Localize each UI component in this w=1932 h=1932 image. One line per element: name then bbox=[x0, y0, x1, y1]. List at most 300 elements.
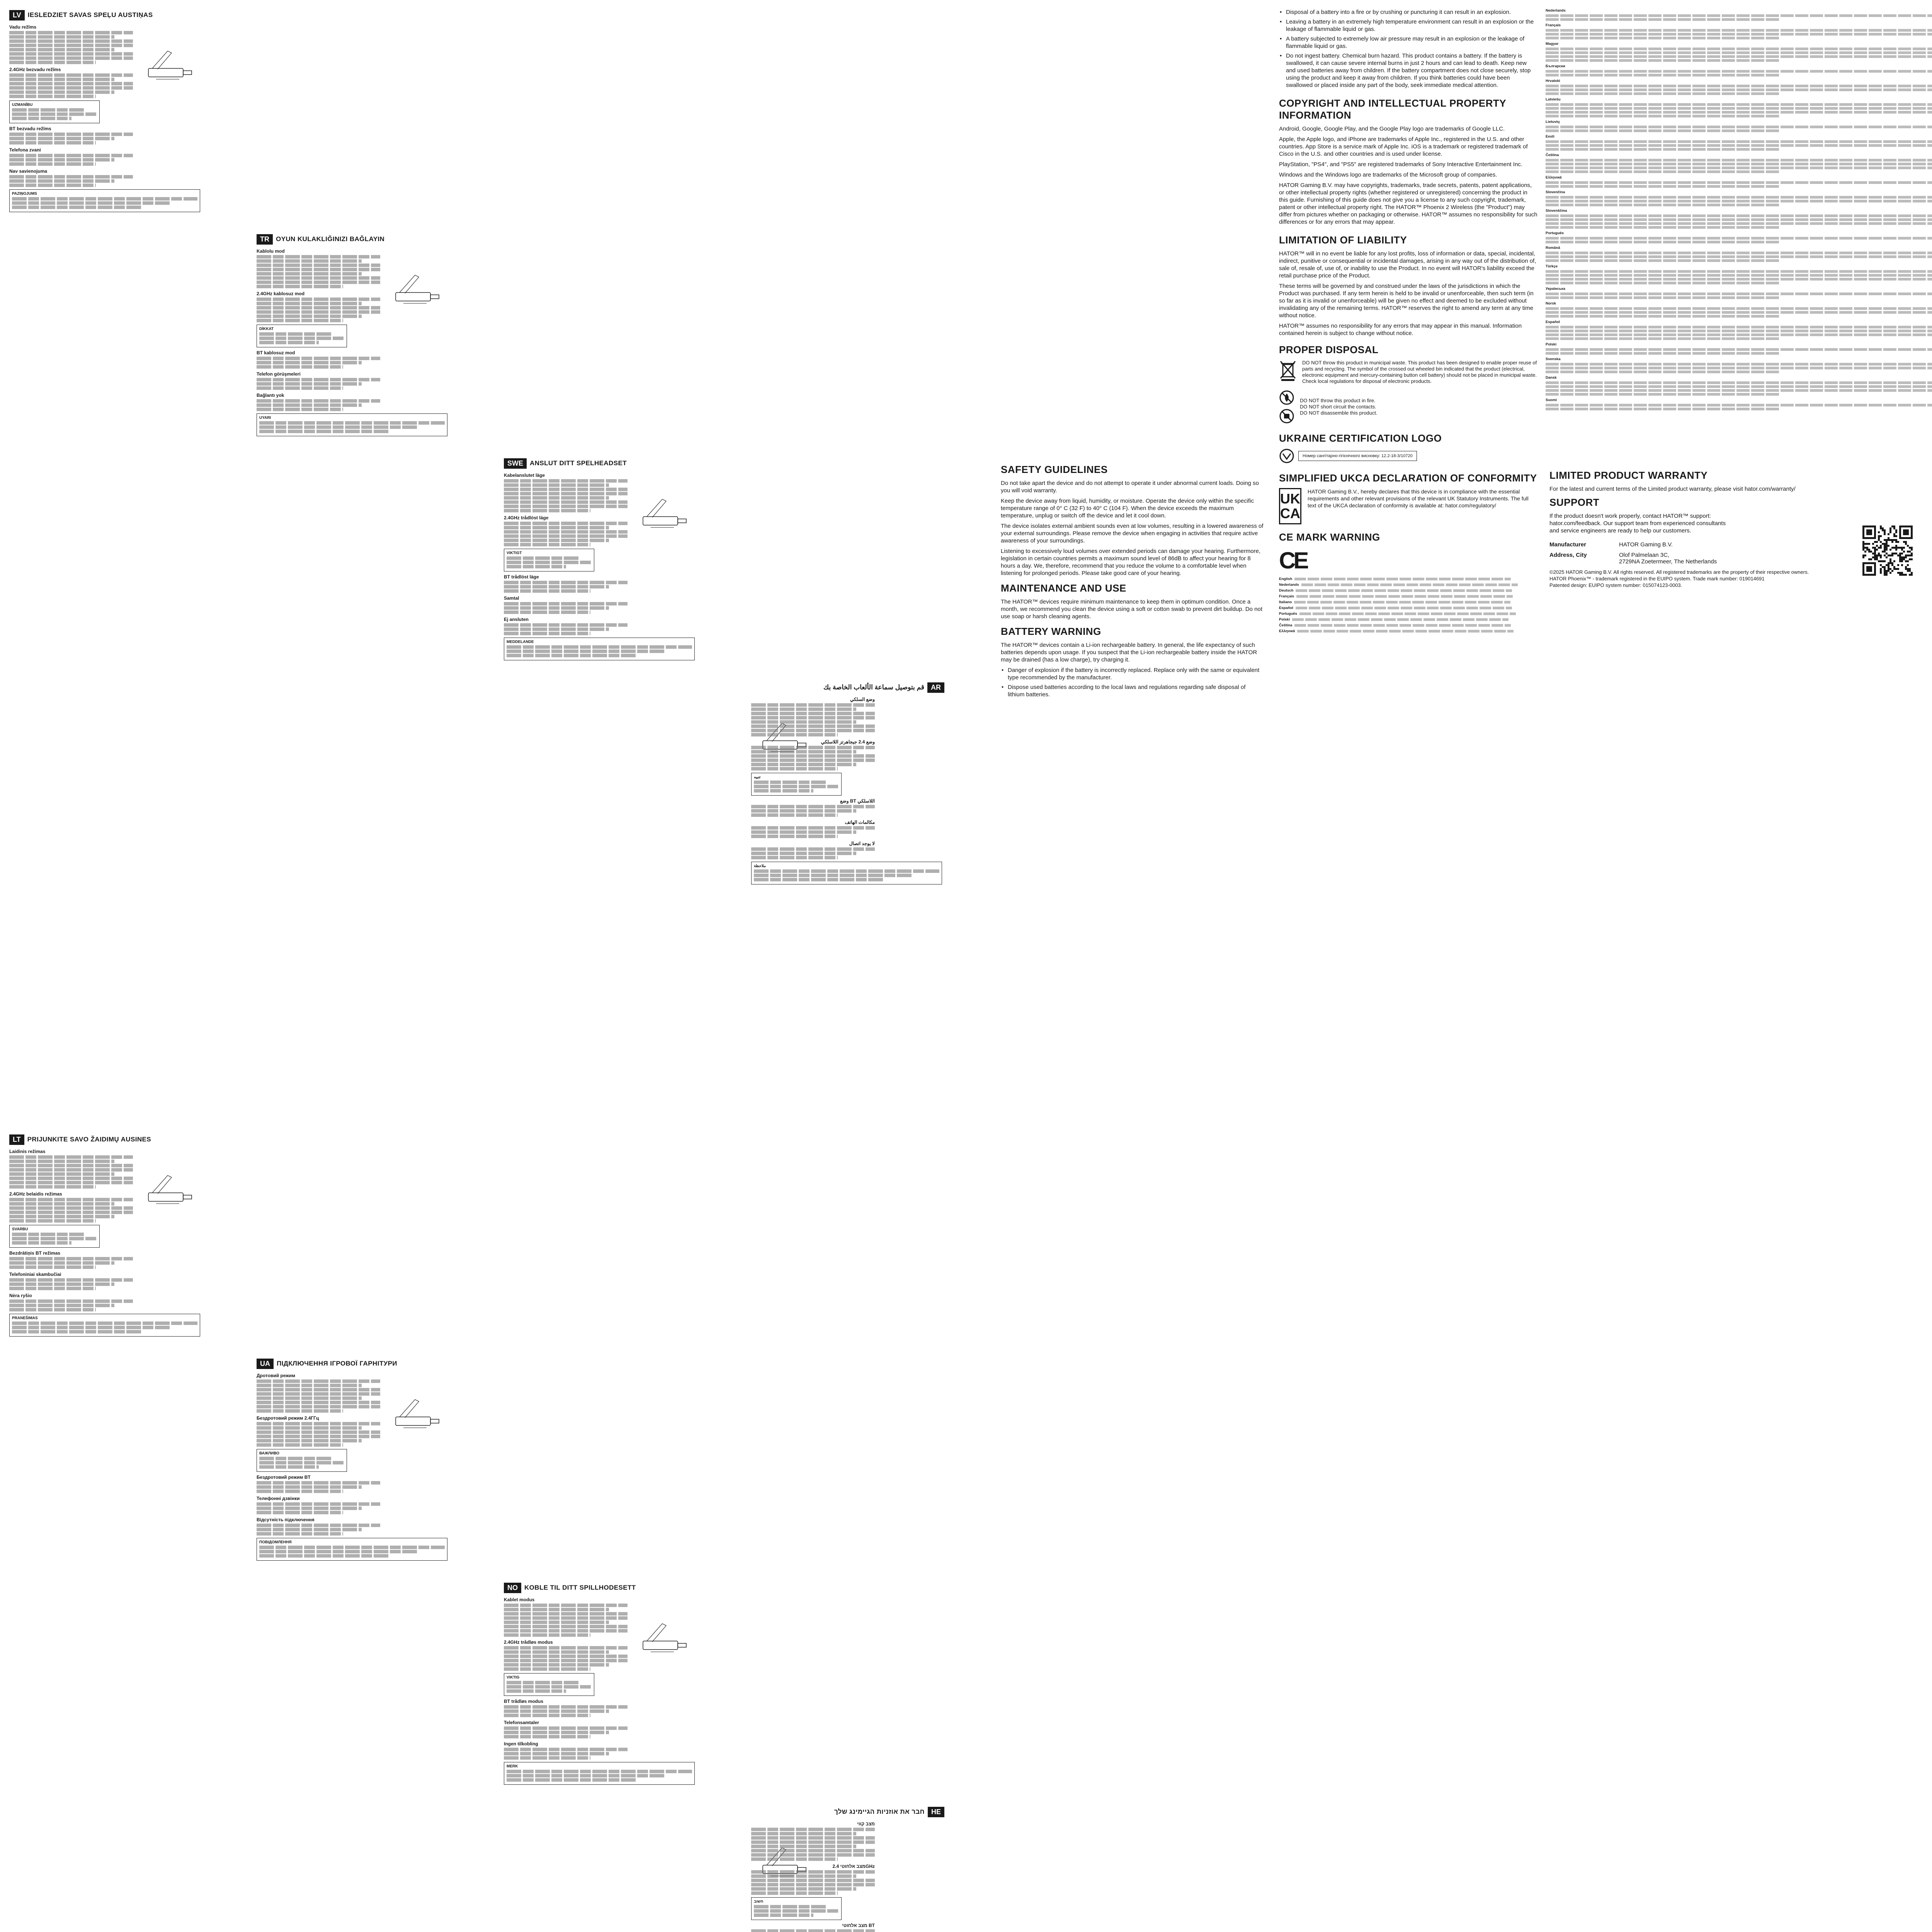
subheading: Samtal bbox=[504, 595, 519, 601]
text-line bbox=[504, 530, 628, 534]
text-line bbox=[1546, 148, 1780, 151]
text-line bbox=[507, 1685, 592, 1689]
text-line bbox=[9, 90, 114, 94]
text-line bbox=[9, 82, 133, 85]
text-line bbox=[1546, 140, 1932, 143]
text-line bbox=[9, 1215, 114, 1218]
copyright-title: COPYRIGHT AND INTELLECTUAL PROPERTY INFORMATION bbox=[1279, 97, 1506, 121]
text-line bbox=[1546, 293, 1932, 295]
text-line bbox=[257, 1532, 343, 1536]
text-line bbox=[259, 430, 389, 433]
ukraine-title: UKRAINE CERTIFICATION LOGO bbox=[1279, 432, 1442, 444]
text-line bbox=[751, 1879, 875, 1882]
text-line bbox=[754, 1913, 813, 1917]
text-line bbox=[9, 1177, 133, 1180]
text-line bbox=[257, 1396, 362, 1400]
headset-dongle-illustration bbox=[141, 45, 199, 88]
text-line bbox=[12, 108, 84, 112]
text-line bbox=[9, 137, 114, 140]
ukca-title: SIMPLIFIED UKCA DECLARATION OF CONFORMITY bbox=[1279, 472, 1537, 484]
text-line bbox=[754, 869, 939, 873]
text-line bbox=[12, 201, 170, 205]
text-line bbox=[257, 386, 343, 390]
subheading: Telefon görüşmeleri bbox=[257, 371, 301, 377]
ce-declaration-line bbox=[1279, 629, 1538, 634]
subheading: وضع السلكي bbox=[850, 697, 875, 702]
text-line bbox=[9, 1299, 133, 1303]
text-line bbox=[504, 479, 628, 483]
battery-top-3: • A battery subjected to extremely low air pressure may result in an explosion or the leakage of flammable liquid or gas. bbox=[1279, 35, 1538, 50]
text-line bbox=[1297, 630, 1514, 633]
section-title: ANSLUT DITT SPELHEADSET bbox=[530, 459, 627, 467]
text-line bbox=[507, 561, 592, 564]
text-line bbox=[1299, 612, 1516, 615]
ce-language-name: Svenska bbox=[1546, 357, 1561, 361]
text-line bbox=[1546, 170, 1780, 173]
text-line bbox=[504, 1629, 628, 1633]
ce-declaration-line bbox=[1279, 600, 1538, 605]
ce-declaration-paragraph bbox=[1546, 153, 1932, 173]
subheading: Бездротовий режим BT bbox=[257, 1475, 311, 1480]
ukca-logo-bottom: CA bbox=[1280, 505, 1300, 521]
text-line bbox=[1546, 311, 1932, 314]
text-line bbox=[751, 830, 856, 834]
text-line bbox=[507, 1778, 636, 1782]
ce-language-name: Français bbox=[1546, 23, 1561, 27]
note-title: DİKKAT bbox=[259, 327, 274, 331]
text-line bbox=[754, 1909, 839, 1913]
text-line bbox=[1546, 352, 1780, 355]
text-line bbox=[1546, 159, 1932, 162]
text-line bbox=[9, 44, 133, 47]
ce-declaration-paragraph bbox=[1546, 9, 1932, 21]
ce-logo: CE bbox=[1279, 548, 1307, 573]
battery-bullet-1: • Danger of explosion if the battery is incorrectly replaced. Replace only with the same or equivalent type recommended by the manufacturer. bbox=[1001, 667, 1264, 681]
text-line bbox=[9, 1164, 133, 1167]
text-line bbox=[1546, 200, 1932, 202]
ce-language-name: Español bbox=[1279, 606, 1293, 610]
text-line bbox=[12, 1237, 97, 1240]
disposal-title: PROPER DISPOSAL bbox=[1279, 344, 1379, 355]
ce-language-name: Polski bbox=[1279, 617, 1290, 622]
text-line bbox=[1546, 381, 1932, 384]
ce-language-name: Português bbox=[1546, 231, 1564, 235]
text-line bbox=[504, 585, 609, 588]
text-line bbox=[9, 1261, 114, 1265]
text-line bbox=[504, 589, 590, 593]
text-line bbox=[1546, 70, 1932, 73]
disposal-row-2 bbox=[1279, 390, 1538, 424]
text-line bbox=[1546, 255, 1932, 258]
section-title: ПІДКЛЮЧЕННЯ ІГРОВОЇ ГАРНІТУРИ bbox=[277, 1360, 397, 1367]
text-line bbox=[1546, 74, 1780, 77]
copyright-p3: PlayStation, "PS4", and "PS5" are registered trademarks of Sony Interactive Entertainment Inc. bbox=[1279, 161, 1522, 168]
note-title: SVARBU bbox=[12, 1227, 28, 1231]
text-line bbox=[504, 1650, 609, 1654]
text-line bbox=[1296, 607, 1512, 609]
ce-declaration-paragraph bbox=[1546, 120, 1932, 132]
text-line bbox=[751, 805, 875, 808]
warranty-title: LIMITED PRODUCT WARRANTY bbox=[1549, 469, 1708, 481]
text-line bbox=[507, 565, 566, 568]
ce-language-name: Deutsch bbox=[1279, 588, 1294, 593]
warranty-text: For the latest and current terms of the Limited product warranty, please visit hator.com/warranty/ bbox=[1549, 486, 1796, 492]
subheading: Телефонні дзвінки bbox=[257, 1496, 300, 1501]
no-disassemble-icon bbox=[1279, 408, 1294, 424]
text-line bbox=[257, 1511, 343, 1514]
text-line bbox=[257, 1379, 380, 1383]
text-line bbox=[257, 1422, 380, 1425]
text-line bbox=[12, 1241, 71, 1245]
text-line bbox=[257, 259, 362, 263]
text-line bbox=[507, 1689, 566, 1693]
text-line bbox=[9, 1198, 133, 1201]
subheading: 2.4GHz trådlöst läge bbox=[504, 515, 549, 520]
subheading: 2.4GHz kablosuz mod bbox=[257, 291, 305, 296]
ukca-text: HATOR Gaming B.V., hereby declares that this device is in compliance with the essential requirements and other relevant provisions of the relevant UK Statutory Instruments. The full text of the UKCA declaration of conformity is available at: hator.com/regulatory/ bbox=[1308, 488, 1529, 509]
text-line bbox=[754, 878, 884, 881]
important-note-box bbox=[257, 1449, 347, 1472]
text-line bbox=[9, 1278, 133, 1282]
ce-declaration-paragraph bbox=[1546, 209, 1932, 229]
ce-language-name: Slovenščina bbox=[1546, 209, 1567, 213]
text-line bbox=[1294, 601, 1510, 604]
note-title: VIKTIGT bbox=[507, 551, 522, 555]
note-title: MEDDELANDE bbox=[507, 640, 534, 644]
text-line bbox=[257, 298, 380, 301]
text-line bbox=[257, 310, 380, 314]
text-line bbox=[1294, 578, 1511, 580]
text-line bbox=[1301, 583, 1518, 586]
text-line bbox=[751, 835, 838, 838]
text-line bbox=[1294, 624, 1511, 627]
ce-title: CE MARK WARNING bbox=[1279, 531, 1380, 543]
text-line bbox=[1546, 92, 1780, 95]
subheading: لا يوجد اتصال bbox=[849, 841, 875, 846]
text-line bbox=[754, 781, 826, 784]
text-line bbox=[9, 175, 133, 179]
text-line bbox=[504, 1726, 628, 1730]
subheading: Telefona zvani bbox=[9, 147, 41, 153]
qr-code-icon[interactable] bbox=[1862, 526, 1913, 576]
manufacturer-label: Manufacturer bbox=[1549, 541, 1587, 548]
text-line bbox=[504, 1731, 609, 1734]
note-title: VIKTIG bbox=[507, 1675, 520, 1680]
text-line bbox=[507, 645, 692, 649]
text-line bbox=[257, 1384, 362, 1387]
text-line bbox=[1546, 204, 1780, 206]
liability-p2: These terms will be governed by and construed under the laws of the jurisdictions in which the Product was purchased. If any term herein is held to be invalid or unenforceable, then such term (in so far as it is invalid or unenforceable) will be given no effect and deemed to be excluded without invalidating any of the remaining terms. HATOR™ reserves the right to amend any term at any time without notice. bbox=[1279, 283, 1534, 319]
text-line bbox=[259, 421, 445, 425]
important-note-box bbox=[257, 325, 347, 347]
text-line bbox=[1546, 14, 1932, 17]
subheading: وضع 2.4 جيجاهرتز اللاسلكي bbox=[821, 739, 875, 745]
text-line bbox=[257, 382, 362, 386]
ce-language-list bbox=[1279, 577, 1538, 634]
text-line bbox=[507, 1770, 692, 1773]
ce-declaration-line bbox=[1279, 588, 1538, 593]
copyright-p1: Android, Google, Google Play, and the Google Play logo are trademarks of Google LLC. bbox=[1279, 126, 1505, 132]
ce-declaration-line bbox=[1279, 583, 1538, 587]
note-title: ВАЖЛИВО bbox=[259, 1451, 279, 1456]
text-line bbox=[504, 628, 609, 631]
text-line bbox=[1546, 163, 1932, 165]
text-line bbox=[751, 724, 875, 728]
text-line bbox=[504, 1625, 628, 1628]
text-line bbox=[1546, 111, 1932, 114]
text-line bbox=[1546, 274, 1932, 277]
section-header bbox=[751, 1805, 944, 1818]
ukca-row bbox=[1279, 488, 1538, 524]
text-line bbox=[1546, 348, 1932, 351]
text-line bbox=[9, 1265, 96, 1269]
text-line bbox=[9, 39, 133, 43]
text-line bbox=[9, 1282, 114, 1286]
text-line bbox=[1546, 29, 1932, 32]
ce-language-name: Norsk bbox=[1546, 301, 1556, 306]
ukraine-number: Номер сангiтарно-гiгiєнiчного висновку: 12.2-18-3/10720 bbox=[1298, 451, 1417, 461]
text-line bbox=[9, 48, 114, 51]
text-line bbox=[751, 763, 856, 766]
subheading: Laidinis režimas bbox=[9, 1149, 46, 1154]
ce-language-name: Nederlands bbox=[1546, 9, 1566, 13]
section-title: KOBLE TIL DITT SPILLHODESETT bbox=[524, 1584, 636, 1591]
text-line bbox=[751, 1929, 875, 1932]
text-line bbox=[1546, 181, 1932, 184]
note-title: ملاحظة bbox=[754, 864, 766, 868]
text-line bbox=[1546, 389, 1932, 392]
disposal-item-1: DO NOT throw this product in fire. bbox=[1300, 398, 1376, 403]
text-line bbox=[751, 759, 875, 762]
text-line bbox=[1546, 59, 1780, 62]
text-line bbox=[504, 1752, 609, 1755]
text-line bbox=[257, 272, 362, 276]
text-line bbox=[9, 86, 133, 90]
text-line bbox=[1546, 48, 1932, 50]
text-line bbox=[257, 1439, 362, 1442]
important-note-box bbox=[751, 1897, 842, 1920]
ce-declaration-paragraph bbox=[1546, 23, 1932, 39]
section-title: قم بتوصيل سماعة الألعاب الخاصة بك bbox=[823, 684, 924, 691]
text-line bbox=[257, 1485, 362, 1489]
text-line bbox=[257, 1524, 380, 1527]
text-line bbox=[259, 1457, 332, 1460]
footer-trademark: HATOR Phoenix™ - trademark registered in the EUIPO system. Trade mark number: 019014691 bbox=[1549, 576, 1765, 582]
text-line bbox=[751, 746, 875, 749]
text-line bbox=[751, 1828, 875, 1831]
text-line bbox=[504, 1748, 628, 1751]
notice-box bbox=[257, 1538, 447, 1561]
text-line bbox=[9, 1219, 96, 1223]
text-line bbox=[1546, 126, 1932, 128]
text-line bbox=[504, 492, 628, 495]
subheading: מצב אלחוטי 2.4GHz bbox=[832, 1864, 875, 1869]
ukca-logo-top: UK bbox=[1280, 491, 1300, 507]
ce-declaration-paragraph bbox=[1546, 42, 1932, 62]
note-title: PAZIŅOJUMS bbox=[12, 192, 37, 196]
text-line bbox=[257, 1507, 362, 1510]
text-line bbox=[504, 1663, 609, 1667]
text-line bbox=[12, 1326, 170, 1329]
text-line bbox=[1546, 237, 1932, 240]
text-line bbox=[1546, 307, 1932, 310]
section-header bbox=[751, 681, 944, 694]
text-line bbox=[504, 1735, 590, 1738]
ce-declaration-paragraph bbox=[1546, 64, 1932, 77]
address-line-2: 2729NA Zoetermeer, The Netherlands bbox=[1619, 558, 1717, 565]
note-title: تنبيه bbox=[754, 775, 761, 779]
text-line bbox=[257, 1405, 380, 1408]
text-line bbox=[1546, 333, 1932, 336]
text-line bbox=[1546, 326, 1932, 328]
text-line bbox=[12, 117, 71, 120]
text-line bbox=[1546, 185, 1780, 188]
language-code: TR bbox=[257, 234, 273, 245]
ce-declaration-paragraph bbox=[1546, 246, 1932, 262]
section-header bbox=[504, 457, 697, 470]
text-line bbox=[12, 112, 97, 116]
manufacturer-row bbox=[1549, 541, 1835, 548]
text-line bbox=[1546, 371, 1780, 373]
section-title: חבר את אוזניות הגיימינג שלך bbox=[834, 1808, 925, 1815]
text-line bbox=[504, 1756, 590, 1760]
instruction-section-ar bbox=[751, 681, 944, 905]
text-line bbox=[754, 1905, 826, 1908]
subheading: Vadu režīms bbox=[9, 24, 37, 30]
text-line bbox=[259, 1554, 389, 1558]
text-line bbox=[751, 729, 875, 732]
text-line bbox=[1546, 214, 1932, 217]
text-line bbox=[1546, 51, 1932, 54]
text-line bbox=[1546, 144, 1932, 147]
text-line bbox=[1546, 55, 1932, 58]
subheading: Бездротовий режим 2.4ГГц bbox=[257, 1415, 319, 1421]
text-line bbox=[259, 1546, 445, 1549]
text-line bbox=[1546, 367, 1932, 369]
ce-language-name: Ελληνικά bbox=[1546, 175, 1562, 180]
headset-dongle-illustration bbox=[635, 493, 693, 536]
text-line bbox=[751, 754, 875, 758]
text-line bbox=[12, 1321, 197, 1325]
text-line bbox=[751, 1883, 875, 1886]
subheading: مكالمات الهاتف bbox=[845, 820, 875, 825]
ce-declaration-paragraph bbox=[1546, 175, 1932, 188]
text-line bbox=[257, 1435, 380, 1438]
ce-language-name: Suomi bbox=[1546, 398, 1557, 402]
text-line bbox=[1546, 196, 1932, 199]
subheading: 2.4GHz bezvadu režīms bbox=[9, 67, 61, 72]
ce-declaration-paragraph bbox=[1546, 376, 1932, 396]
disposal-item-3: DO NOT disassemble this product. bbox=[1300, 410, 1378, 416]
ukraine-cert-icon bbox=[1279, 448, 1294, 464]
footer-copyright: ©2025 HATOR Gaming B.V. All rights reserved. All registered trademarks are the property of their respective owners. bbox=[1549, 569, 1809, 575]
subheading: Ej ansluten bbox=[504, 617, 529, 622]
text-line bbox=[1292, 618, 1509, 621]
battery-top-4: • Do not ingest battery. Chemical burn hazard. This product contains a battery. If the battery is swallowed, it can cause severe internal burns in just 2 hours and can lead to death. Keep new and used batteries away from children. If the battery compartment does not close securely, stop using the product and keep it away from children. If you think batteries could have been swallowed or placed inside any part of the body, seek immediate medical attention. bbox=[1279, 52, 1538, 89]
subheading: Nav savienojuma bbox=[9, 168, 48, 174]
ce-declaration-line bbox=[1279, 594, 1538, 599]
battery-warning-title: BATTERY WARNING bbox=[1001, 626, 1101, 637]
important-note-box bbox=[9, 100, 100, 123]
text-line bbox=[12, 1330, 142, 1333]
text-line bbox=[754, 789, 813, 793]
headset-dongle-illustration bbox=[388, 269, 446, 312]
text-line bbox=[504, 488, 628, 491]
text-line bbox=[9, 158, 114, 162]
subheading: Telefonsamtaler bbox=[504, 1720, 539, 1725]
subheading: BT bezvadu režīms bbox=[9, 126, 51, 131]
text-line bbox=[257, 1502, 380, 1506]
ce-declaration-paragraph bbox=[1546, 342, 1932, 355]
text-line bbox=[9, 184, 96, 187]
ce-declaration-line bbox=[1279, 623, 1538, 628]
text-line bbox=[751, 1853, 875, 1857]
language-code: AR bbox=[927, 682, 944, 693]
text-line bbox=[259, 1461, 344, 1464]
note-title: ПОВІДОМЛЕННЯ bbox=[259, 1540, 292, 1544]
text-line bbox=[257, 302, 362, 305]
maintenance-text: The HATOR™ devices require minimum maintenance to keep them in optimum condition. Once a month, we recommend you clean the device using a soft or cotton swab to prevent dirt buildup. Do not use soap or harsh cleaning agents. bbox=[1001, 599, 1263, 620]
ce-language-name: Türkçe bbox=[1546, 264, 1558, 269]
ce-declaration-paragraph bbox=[1546, 134, 1932, 151]
text-line bbox=[257, 1409, 343, 1413]
text-line bbox=[751, 1874, 856, 1878]
warranty-support-block bbox=[1549, 469, 1835, 588]
text-line bbox=[1546, 226, 1780, 229]
text-line bbox=[751, 1849, 875, 1852]
text-line bbox=[751, 720, 856, 724]
text-line bbox=[257, 1443, 343, 1447]
text-line bbox=[9, 141, 96, 145]
headset-dongle-illustration bbox=[755, 718, 813, 760]
ce-language-name: Čeština bbox=[1546, 153, 1559, 157]
subheading: Telefoniniai skambučiai bbox=[9, 1272, 61, 1277]
text-line bbox=[1546, 241, 1780, 243]
text-line bbox=[504, 1608, 609, 1611]
text-line bbox=[754, 874, 912, 877]
text-line bbox=[257, 1481, 380, 1485]
ce-declaration-paragraph bbox=[1546, 320, 1932, 340]
text-line bbox=[1546, 259, 1780, 262]
subheading: Ingen tilkobling bbox=[504, 1741, 538, 1747]
safety-p1: Do not take apart the device and do not attempt to operate it under abnormal current loads. Doing so you will void warranty. bbox=[1001, 480, 1259, 494]
text-line bbox=[9, 61, 96, 64]
text-line bbox=[1296, 589, 1512, 592]
subheading: BT trådløs modus bbox=[504, 1699, 544, 1704]
address-label: Address, City bbox=[1549, 552, 1587, 558]
text-line bbox=[504, 505, 628, 508]
battery-top-2: • Leaving a battery in an extremely high temperature environment can result in an explosion or the leakage of flammable liquid or gas. bbox=[1279, 18, 1538, 33]
text-line bbox=[1546, 129, 1780, 132]
text-line bbox=[9, 1172, 114, 1176]
text-line bbox=[9, 1206, 133, 1210]
text-line bbox=[9, 95, 96, 98]
text-line bbox=[9, 162, 96, 166]
headset-dongle-illustration bbox=[141, 1170, 199, 1212]
text-line bbox=[1546, 85, 1932, 87]
note-title: UYARI bbox=[259, 416, 271, 420]
text-line bbox=[257, 1430, 380, 1434]
text-line bbox=[1546, 218, 1932, 221]
text-line bbox=[9, 1185, 96, 1189]
section-title: IESLEDZIET SAVAS SPEĻU AUSTIŅAS bbox=[27, 11, 153, 19]
text-line bbox=[1546, 393, 1780, 396]
subheading: Nėra ryšio bbox=[9, 1293, 32, 1298]
text-line bbox=[12, 197, 197, 201]
ce-language-name: Italiano bbox=[1279, 600, 1292, 604]
liability-p1: HATOR™ will in no event be liable for any lost profits, loss of information or data, special, incidental, indirect, punitive or consequential or incidental damages, arising in any way out of the distribution of, sale of, resale of, use of, or inability to use the Product. In no event will HATOR's liability exceed the retail purchase price of the Product. bbox=[1279, 250, 1536, 279]
ce-language-name: English bbox=[1279, 577, 1293, 581]
